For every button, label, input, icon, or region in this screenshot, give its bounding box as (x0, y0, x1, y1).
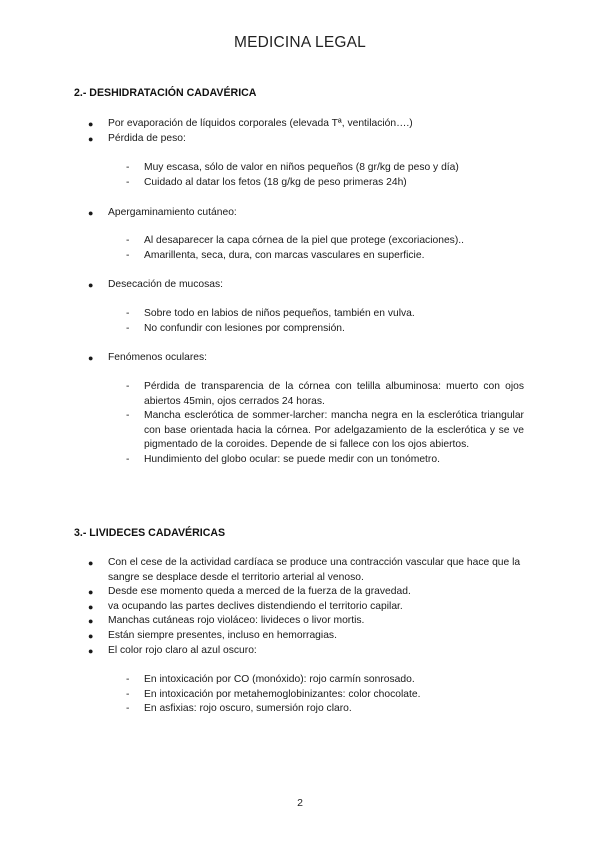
section2-bullets-group1 (88, 117, 538, 146)
list-item: - Hundimiento del globo ocular: se puede medir con un tonómetro. (126, 453, 524, 468)
list-item: ● Desecación de mucosas: (88, 278, 538, 293)
list-item: - Cuidado al datar los fetos (18 g/kg de peso primeras 24h) (126, 176, 524, 191)
list-item: - No confundir con lesiones por comprensión. (126, 322, 524, 337)
dash-marker: - (126, 674, 130, 685)
list-item: - Al desaparecer la capa córnea de la piel que protege (excoriaciones).. (126, 234, 524, 249)
section2-sublist-apergaminamiento (126, 234, 524, 263)
dash-marker: - (126, 308, 130, 319)
section2-sublist-oculares (126, 380, 524, 468)
dash-marker: - (126, 235, 130, 246)
dash-marker: - (126, 381, 130, 392)
list-item: ● Manchas cutáneas rojo violáceo: livideces o livor mortis. (88, 614, 538, 629)
section2-bullets-group2 (88, 206, 538, 221)
section3-bullets (88, 556, 538, 658)
document-title: MEDICINA LEGAL (233, 34, 366, 51)
dash-marker: - (126, 688, 130, 700)
list-item: - Pérdida de transparencia de la córnea con telilla albuminosa: muerto con ojos abiertos 45min, ojos cerrados 24 horas. (126, 381, 524, 407)
list-item: ● Por evaporación de líquidos corporales (elevada Tª, ventilación….) (88, 117, 538, 132)
list-item: ● Con el cese de la actividad cardíaca se produce una contracción vascular que hace que la sangre se desplace desde el territorio arterial al venoso. (88, 557, 521, 583)
section-heading-deshidratacion: 2.- DESHIDRATACIÓN CADAVÉRICA (74, 87, 257, 99)
bullet-marker: ● (88, 208, 94, 218)
dash-marker: - (126, 410, 130, 422)
section2-bullets-group3 (88, 278, 538, 293)
bullet-marker: ● (88, 645, 94, 656)
list-item: ● Apergaminamiento cutáneo: (88, 206, 538, 221)
bullet-marker: ● (88, 601, 94, 612)
page-number: 2 (297, 797, 303, 809)
bullet-marker: ● (88, 119, 94, 129)
list-item: ● Fenómenos oculares: (88, 351, 538, 366)
dash-marker: - (126, 162, 130, 173)
list-item: - En intoxicación por metahemoglobinizantes: color chocolate. (126, 688, 524, 703)
list-item: - Amarillenta, seca, dura, con marcas vasculares en superficie. (126, 249, 524, 264)
bullet-marker: ● (88, 558, 94, 568)
dash-marker: - (126, 176, 130, 188)
section3-sublist-colores (126, 673, 524, 717)
list-item: ● Desde ese momento queda a merced de la fuerza de la gravedad. (88, 585, 538, 600)
dash-marker: - (126, 453, 130, 465)
bullet-marker: ● (88, 587, 94, 598)
list-item: ● Pérdida de peso: (88, 132, 538, 147)
section2-sublist-peso (126, 161, 524, 190)
list-item: - Sobre todo en labios de niños pequeños, también en vulva. (126, 307, 524, 322)
bullet-marker: ● (88, 616, 94, 627)
dash-marker: - (126, 322, 130, 334)
list-item: ● El color rojo claro al azul oscuro: (88, 644, 538, 659)
bullet-marker: ● (88, 353, 94, 363)
section2-bullets-group4 (88, 351, 538, 366)
bullet-marker: ● (88, 133, 94, 144)
dash-marker: - (126, 249, 130, 261)
list-item: - En intoxicación por CO (monóxido): rojo carmín sonrosado. (126, 673, 524, 688)
bullet-marker: ● (88, 630, 94, 641)
list-item: - Mancha esclerótica de sommer-larcher: mancha negra en la esclerótica triangular con base orientada hacia la córnea. Por adelgazamiento de la esclerótica y se ve pigmentado de la coroides. Depende de si fallece con los ojos abiertos. (126, 410, 524, 451)
list-item: ● Están siempre presentes, incluso en hemorragias. (88, 629, 538, 644)
section-heading-livideces: 3.- LIVIDECES CADAVÉRICAS (74, 527, 226, 539)
dash-marker: - (126, 703, 130, 715)
section2-sublist-mucosas (126, 307, 524, 336)
bullet-marker: ● (88, 280, 94, 290)
list-item: ● va ocupando las partes declives distendiendo el territorio capilar. (88, 600, 538, 615)
list-item: - Muy escasa, sólo de valor en niños pequeños (8 gr/kg de peso y día) (126, 161, 524, 176)
list-item: - En asfixias: rojo oscuro, sumersión rojo claro. (126, 702, 524, 717)
